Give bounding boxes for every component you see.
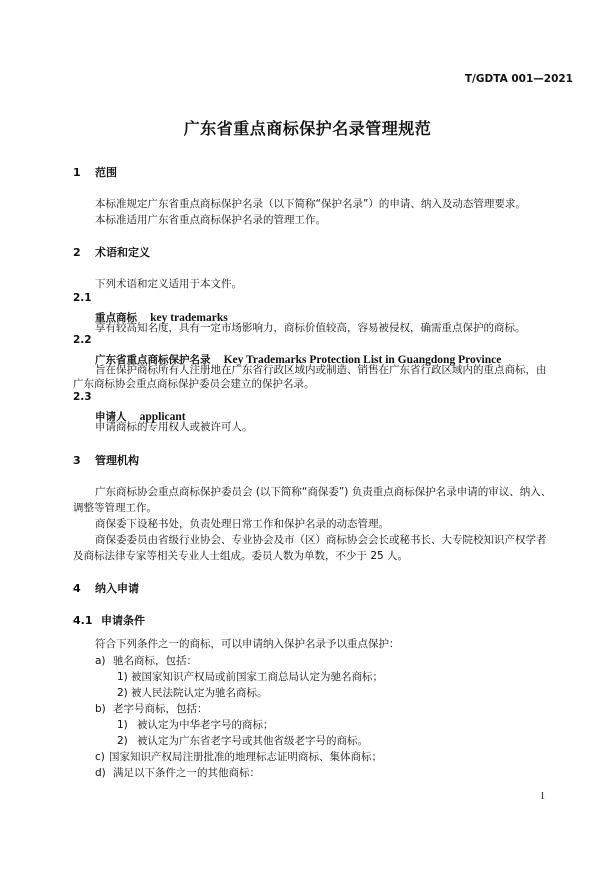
term-definition: 申请商标的专用权人或被许可人。: [95, 421, 253, 433]
term-number: 2.2: [73, 334, 92, 346]
paragraph-cont: 调整等管理工作。: [73, 502, 157, 514]
section-title: 纳入申请: [95, 582, 139, 595]
list-text: 被人民法院认定为驰名商标。: [131, 687, 268, 699]
paragraph: 商保委下设秘书处，负责处理日常工作和保护名录的动态管理。: [95, 518, 389, 530]
list-subitem: [117, 733, 368, 748]
subsection-number: 4.1: [73, 614, 93, 627]
list-label: 1): [117, 719, 128, 731]
section-number: 4: [73, 582, 81, 595]
list-label: a): [95, 655, 106, 667]
page-title: 广东省重点商标保护名录管理规范: [183, 119, 432, 138]
list-label: c): [95, 751, 105, 763]
list-label: 1): [117, 671, 128, 683]
list-item: [95, 749, 382, 764]
paragraph-cont: 及商标法律专家等相关专业人士组成。委员人数为单数，不少于 25 人。: [73, 550, 409, 562]
list-subitem: [117, 685, 268, 700]
page-number: 1: [540, 791, 545, 802]
list-label: 2): [117, 687, 128, 699]
term-en: applicant: [139, 411, 186, 423]
section-4-heading: [73, 580, 139, 596]
list-item: [95, 653, 197, 668]
section-number: 2: [73, 246, 81, 259]
subsection-4-1-heading: [73, 612, 145, 628]
list-text: 被国家知识产权局或前国家工商总局认定为驰名商标；: [131, 671, 383, 683]
list-text: 被认定为中华老字号的商标；: [137, 719, 274, 731]
section-title: 管理机构: [95, 454, 139, 467]
term-en: key trademarks: [150, 312, 228, 324]
list-label: 2): [117, 735, 128, 747]
term-definition: 享有较高知名度，具有一定市场影响力，商标价值较高，容易被侵权，确需重点保护的商标。: [95, 322, 526, 334]
list-subitem: [117, 669, 383, 684]
paragraph: 下列术语和定义适用于本文件。: [95, 278, 242, 290]
list-label: b): [95, 703, 106, 715]
section-number: 1: [73, 166, 81, 179]
list-subitem: [117, 717, 274, 732]
section-title: 范围: [95, 166, 117, 179]
term-definition-cont: 广东商标协会重点商标保护委员会建立的保护名录。: [73, 378, 315, 390]
term-en: Key Trademarks Protection List in Guangdong Province: [223, 354, 502, 366]
term-number: 2.3: [73, 391, 92, 403]
term-cn: 申请人: [95, 411, 127, 423]
list-text: 被认定为广东省老字号或其他省级老字号的商标。: [137, 735, 368, 747]
list-item: [95, 701, 208, 716]
term-cn: 广东省重点商标保护名录: [95, 354, 211, 366]
section-2-heading: [73, 244, 150, 260]
section-title: 术语和定义: [95, 246, 150, 259]
term-number: 2.1: [73, 292, 92, 304]
paragraph: 广东商标协会重点商标保护委员会 (以下简称“商保委”) 负责重点商标保护名录申请的审议、纳入、: [95, 486, 552, 498]
list-text: 国家知识产权局注册批准的地理标志证明商标、集体商标；: [109, 751, 382, 763]
term-definition: 旨在保护商标所有人注册地在广东省行政区域内或制造、销售在广东省行政区域内的重点商标，由: [95, 364, 547, 376]
subsection-title: 申请条件: [101, 614, 145, 627]
list-text: 老字号商标，包括：: [113, 703, 208, 715]
term-cn: 重点商标: [95, 312, 137, 324]
section-1-heading: [73, 164, 117, 180]
section-number: 3: [73, 454, 81, 467]
paragraph: 本标准适用广东省重点商标保护名录的管理工作。: [95, 214, 326, 226]
paragraph: 商保委委员由省级行业协会、专业协会及市（区）商标协会会长或秘书长、大专院校知识产权学者: [95, 534, 547, 546]
paragraph: 符合下列条件之一的商标，可以申请纳入保护名录予以重点保护：: [95, 638, 400, 650]
list-label: d): [95, 767, 106, 779]
standard-code: T/GDTA 001—2021: [464, 73, 573, 85]
list-text: 满足以下条件之一的其他商标：: [113, 767, 260, 779]
list-item: [95, 765, 260, 780]
section-3-heading: [73, 452, 139, 468]
list-text: 驰名商标，包括：: [113, 655, 197, 667]
paragraph: 本标准规定广东省重点商标保护名录（以下简称“保护名录”）的申请、纳入及动态管理要求。: [95, 198, 526, 210]
